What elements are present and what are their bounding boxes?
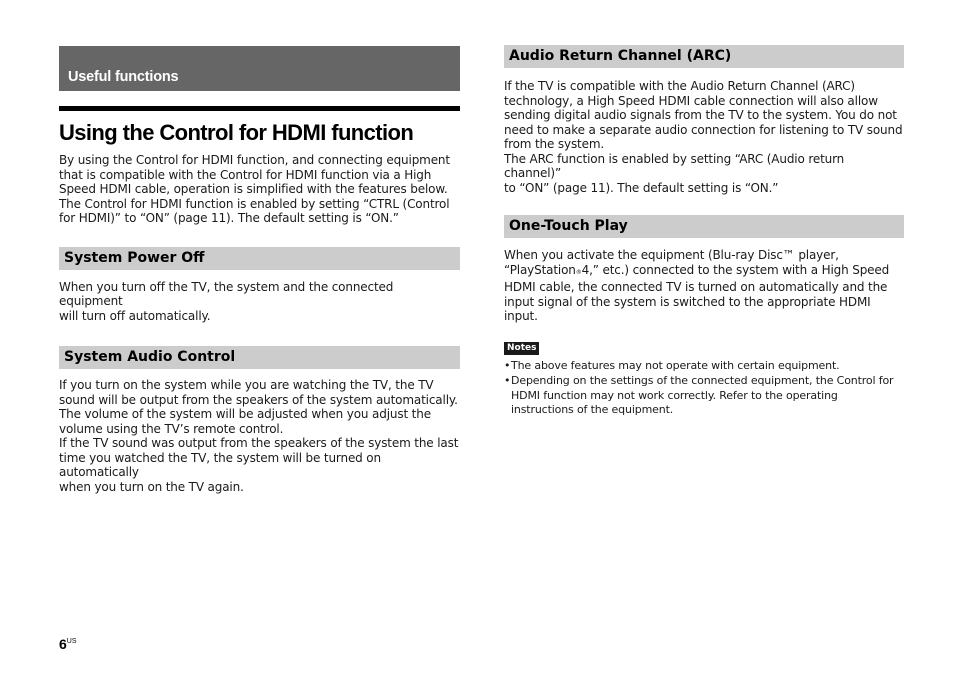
- heading-system-power-off: [59, 247, 460, 270]
- note-item: [504, 374, 904, 418]
- heading-label: One-Touch Play: [509, 218, 628, 234]
- body-line: HDMI cable, the connected TV is turned on automatically and the: [504, 280, 888, 294]
- heading-system-audio-control: [59, 346, 460, 369]
- bullet-icon: •: [504, 374, 511, 387]
- section-banner-label: Useful functions: [68, 69, 179, 85]
- note-line: HDMI function may not work correctly. Refer to the operating: [511, 388, 838, 402]
- notes-list: [504, 359, 904, 418]
- page-title: Using the Control for HDMI function: [59, 120, 414, 145]
- body-line: sending digital audio signals from the TV to the system. You do not: [504, 108, 897, 122]
- note-line: Depending on the settings of the connected equipment, the Control for: [511, 374, 894, 387]
- body-line: If you turn on the system while you are watching the TV, the TV: [59, 378, 434, 392]
- body-line: need to make a separate audio connection for listening to TV sound: [504, 122, 903, 137]
- body-line: If the TV sound was output from the speakers of the system the last: [59, 436, 459, 450]
- intro-line: Speed HDMI cable, operation is simplified with the features below.: [59, 182, 448, 196]
- body-line: volume using the TV’s remote control.: [59, 421, 284, 436]
- body-line: “PlayStation: [504, 262, 576, 277]
- body-line: technology, a High Speed HDMI cable connection will also allow: [504, 93, 878, 108]
- note-line: The above features may not operate with certain equipment.: [511, 358, 840, 372]
- intro-line: By using the Control for HDMI function, and connecting equipment: [59, 153, 450, 167]
- body-line: when you turn on the TV again.: [59, 479, 244, 494]
- body-line: 4,” etc.) connected to the system with a High Speed: [581, 262, 890, 277]
- registered-mark: ®: [575, 268, 582, 276]
- notes-block: [504, 335, 904, 418]
- body-line: input signal of the system is switched to the appropriate HDMI input.: [504, 294, 871, 323]
- one-touch-paragraph: [504, 248, 904, 324]
- body-line: The ARC function is enabled by setting “ARC (Audio return channel)”: [504, 151, 845, 180]
- heading-label: System Power Off: [64, 249, 205, 266]
- section-banner: [59, 46, 460, 91]
- body-line: When you activate the equipment (Blu-ray Disc™ player,: [504, 248, 839, 262]
- body-line: to “ON” (page 11). The default setting is “ON.”: [504, 180, 779, 195]
- page-region-code: US: [66, 638, 77, 645]
- audio-control-paragraph: [59, 378, 460, 494]
- body-line: will turn off automatically.: [59, 308, 211, 323]
- body-line: from the system.: [504, 137, 605, 151]
- body-line: The volume of the system will be adjusted when you adjust the: [59, 407, 431, 421]
- heading-label: System Audio Control: [64, 349, 236, 365]
- body-line: If the TV is compatible with the Audio Return Channel (ARC): [504, 79, 855, 93]
- arc-paragraph: [504, 79, 904, 195]
- intro-line: for HDMI)” to “ON” (page 11). The default setting is “ON.”: [59, 211, 399, 225]
- bullet-icon: •: [504, 358, 511, 372]
- body-line: time you watched the TV, the system will be turned on automatically: [59, 450, 381, 479]
- title-rule: [59, 106, 460, 111]
- intro-line: The Control for HDMI function is enabled by setting “CTRL (Control: [59, 196, 450, 211]
- note-line: instructions of the equipment.: [511, 403, 674, 416]
- right-column: [504, 45, 904, 419]
- intro-paragraph: [59, 153, 460, 226]
- heading-one-touch-play: [504, 215, 904, 238]
- left-column: [59, 46, 460, 494]
- page-number: [59, 636, 77, 652]
- notes-label: Notes: [504, 342, 539, 355]
- intro-line: that is compatible with the Control for HDMI function via a High: [59, 167, 432, 182]
- heading-label: Audio Return Channel (ARC): [509, 48, 732, 64]
- body-line: sound will be output from the speakers of the system automatically.: [59, 392, 458, 407]
- body-line: When you turn off the TV, the system and the connected equipment: [59, 279, 394, 308]
- note-item: [504, 359, 904, 374]
- page-number-value: 6: [59, 636, 67, 652]
- heading-arc: [504, 45, 904, 68]
- power-off-paragraph: [59, 280, 460, 324]
